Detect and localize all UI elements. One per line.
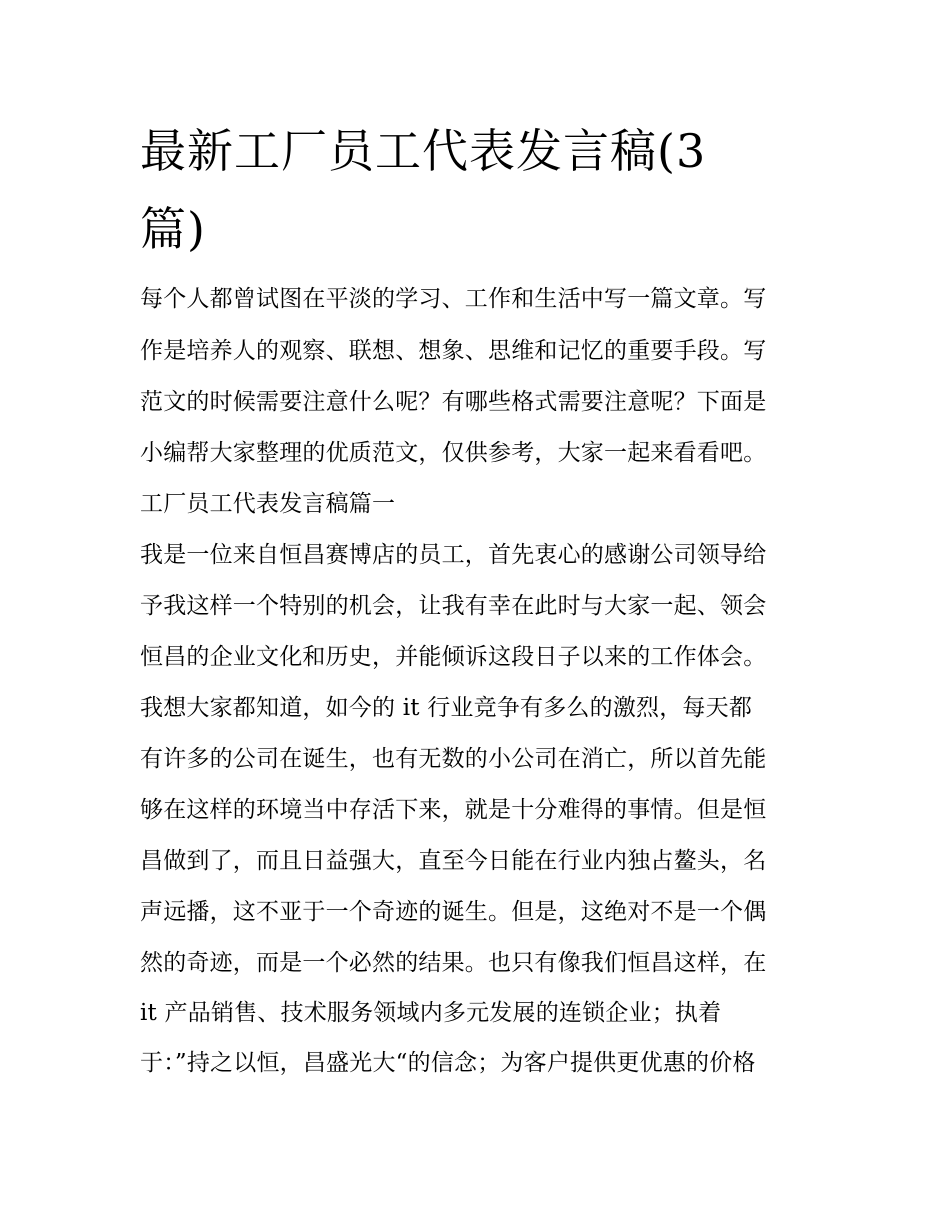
document-title xyxy=(140,112,840,268)
paragraph-line: 昌做到了，而且日益强大，直至今日能在行业内独占鳌头，名 xyxy=(140,848,767,874)
paragraph-line: it 产品销售、技术服务领域内多元发展的连锁企业；执着 xyxy=(140,1000,722,1026)
paragraph-line: 予我这样一个特别的机会，让我有幸在此时与大家一起、领会 xyxy=(140,593,767,619)
paragraph-line: 每个人都曾试图在平淡的学习、工作和生活中写一篇文章。写 xyxy=(140,286,767,312)
paragraph-line: 于：”持之以恒，昌盛光大“的信念；为客户提供更优惠的价格 xyxy=(140,1050,756,1076)
paragraph-line: 小编帮大家整理的优质范文，仅供参考，大家一起来看看吧。 xyxy=(140,440,767,466)
section-heading: 工厂员工代表发言稿篇一 xyxy=(140,491,396,517)
paragraph-line: 够在这样的环境当中存活下来，就是十分难得的事情。但是恒 xyxy=(140,797,767,823)
title-line-2: 篇) xyxy=(140,202,206,256)
paragraph-line: 我想大家都知道，如今的 it 行业竞争有多么的激烈，每天都 xyxy=(140,695,753,721)
paragraph-line: 然的奇迹，而是一个必然的结果。也只有像我们恒昌这样，在 xyxy=(140,950,767,976)
paragraph-line: 有许多的公司在诞生，也有无数的小公司在消亡，所以首先能 xyxy=(140,746,767,772)
paragraph-line: 范文的时候需要注意什么呢？有哪些格式需要注意呢？下面是 xyxy=(140,389,767,415)
paragraph-line: 作是培养人的观察、联想、想象、思维和记忆的重要手段。写 xyxy=(140,338,767,364)
paragraph-line: 我是一位来自恒昌赛博店的员工，首先衷心的感谢公司领导给 xyxy=(140,542,767,568)
title-line-1: 最新工厂员工代表发言稿(3 xyxy=(140,124,707,178)
paragraph-line: 声远播，这不亚于一个奇迹的诞生。但是，这绝对不是一个偶 xyxy=(140,899,767,925)
paragraph-line: 恒昌的企业文化和历史，并能倾诉这段日子以来的工作体会。 xyxy=(140,644,767,670)
